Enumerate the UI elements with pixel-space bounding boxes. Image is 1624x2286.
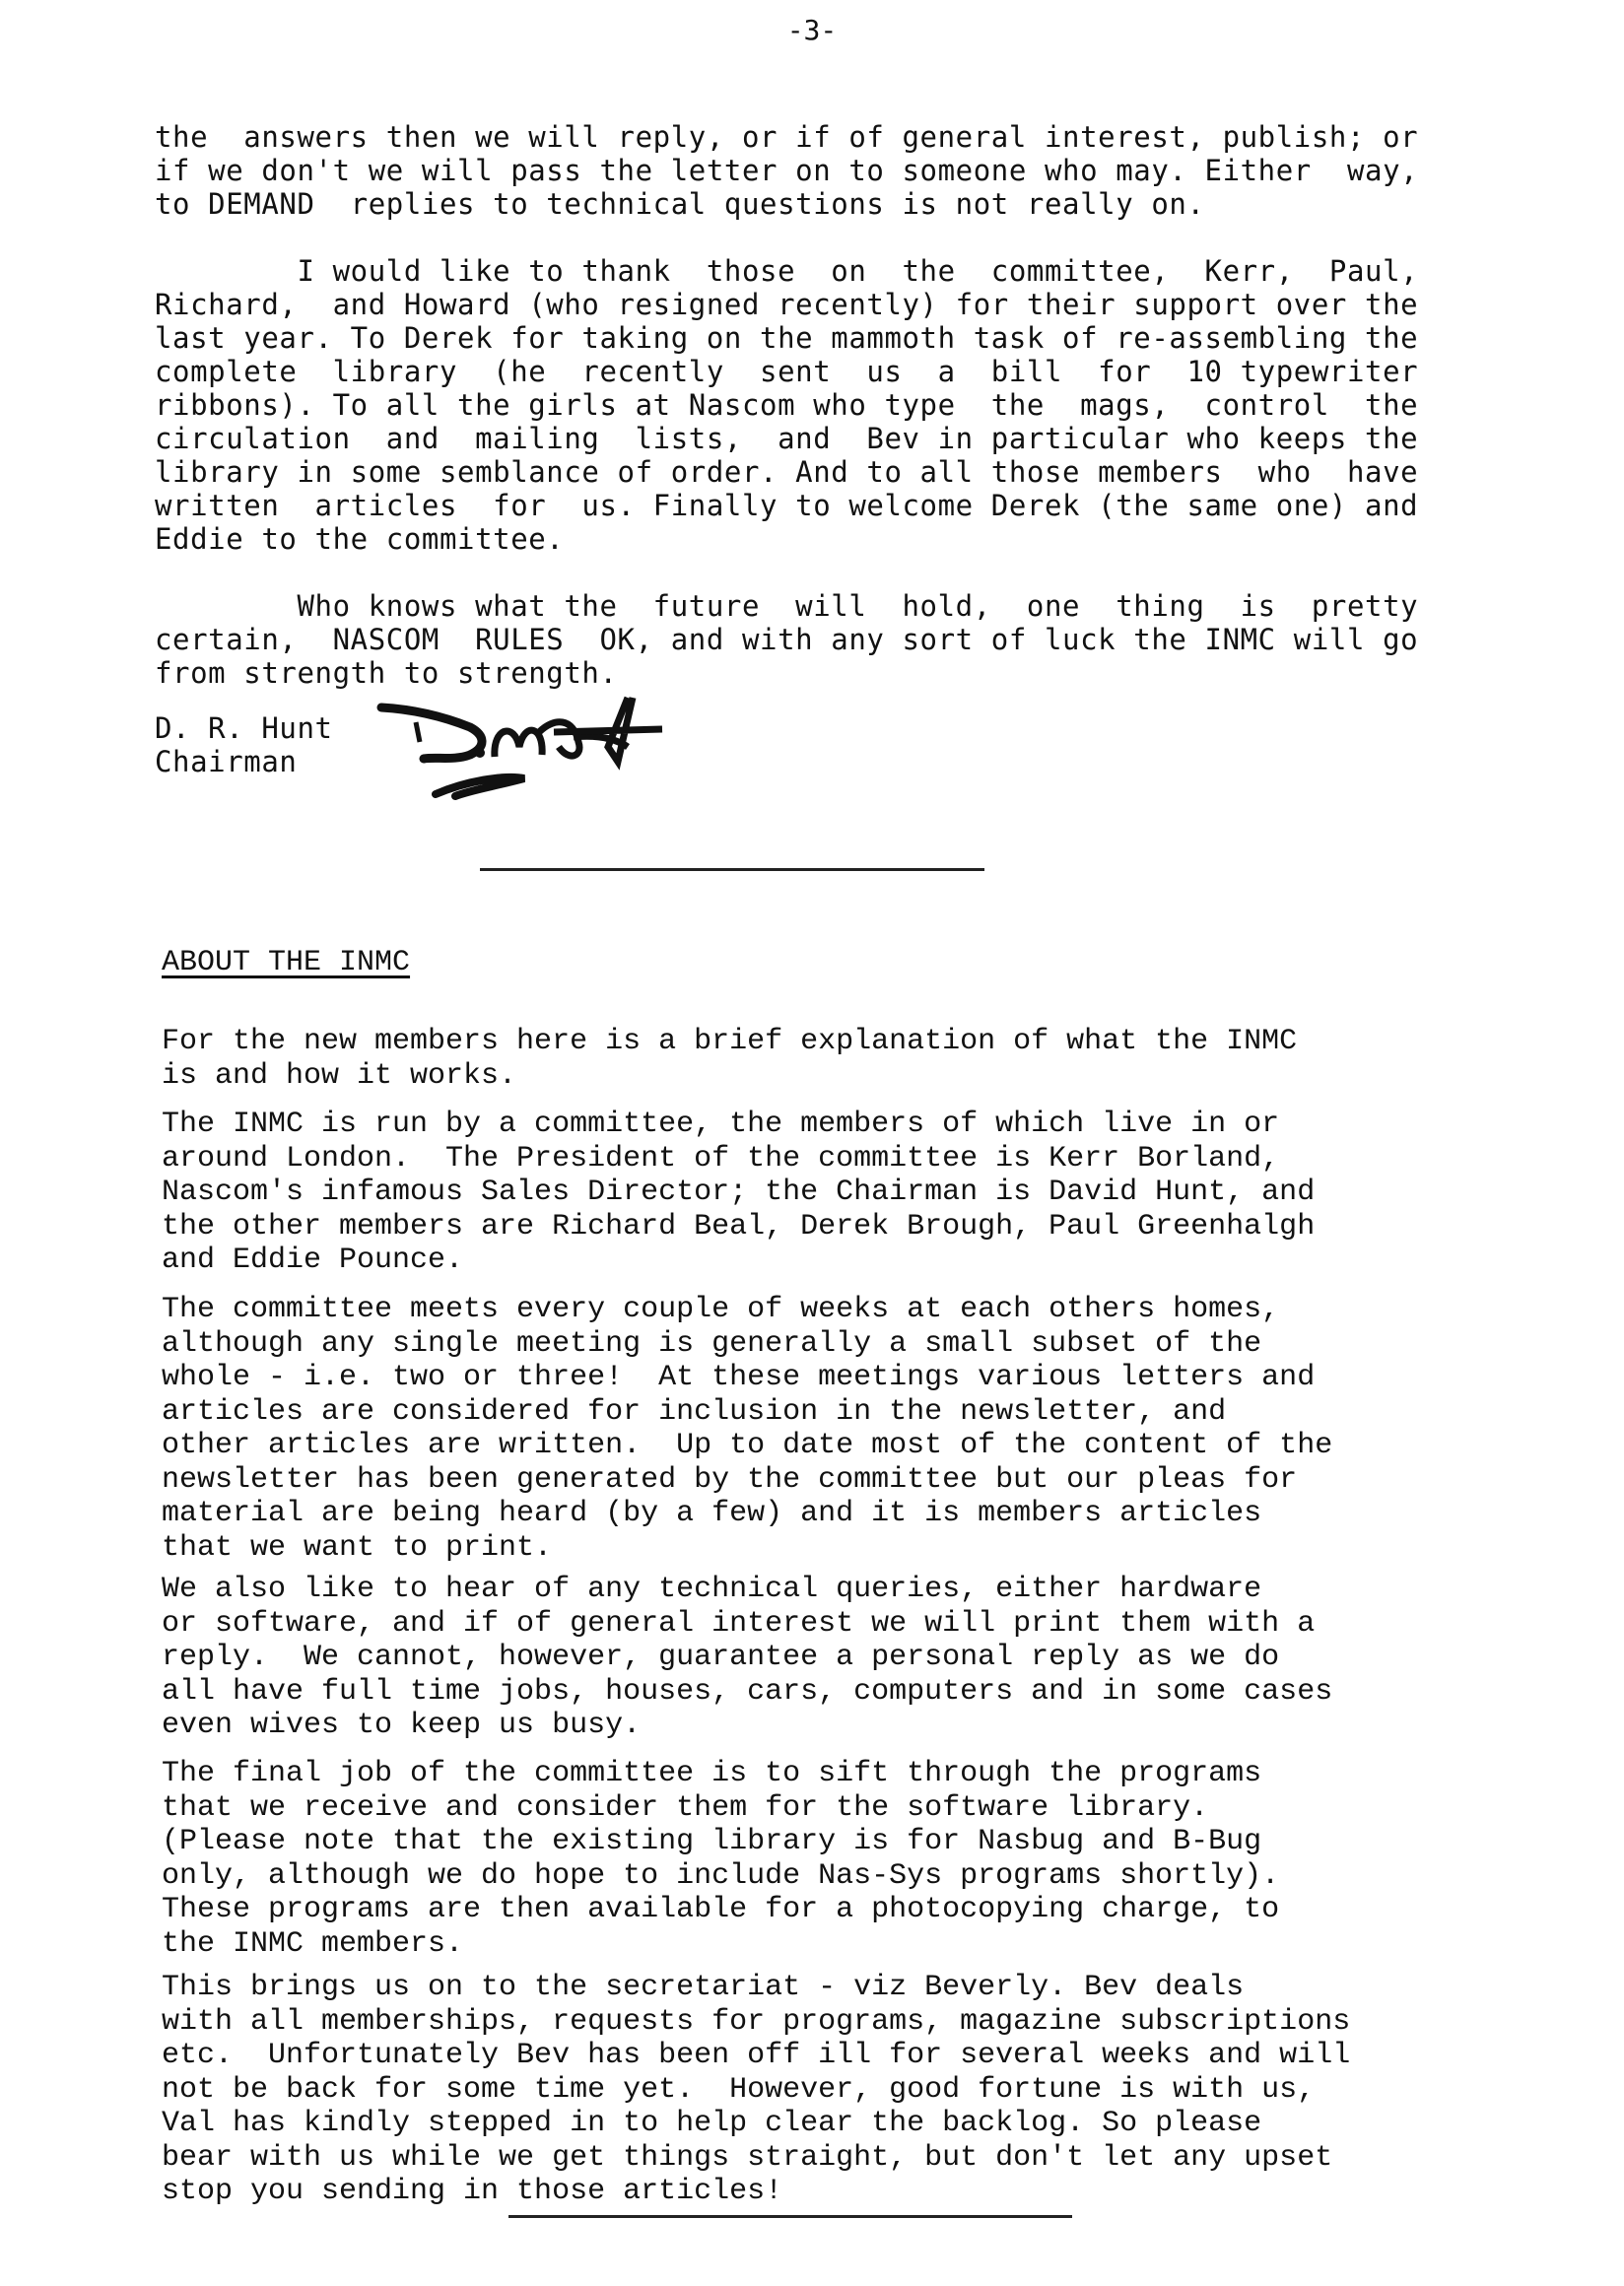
text-line: or software, and if of general interest we will print them with a — [162, 1606, 1316, 1641]
section-divider — [508, 2215, 1072, 2218]
text-line: stop you sending in those articles! — [162, 2175, 783, 2208]
text-line: I would like to thank those on the committee, Kerr, Paul, — [155, 254, 1419, 288]
handwritten-signature-icon — [376, 688, 879, 806]
about-paragraph-2 — [162, 1108, 1541, 1278]
text-line: other articles are written. Up to date most of the content of the — [162, 1429, 1333, 1462]
text-line: even wives to keep us busy. — [162, 1709, 642, 1742]
about-paragraph-5 — [162, 1757, 1541, 1961]
text-line: (Please note that the existing library is for Nasbug and B-Bug — [162, 1825, 1262, 1858]
text-line: ribbons). To all the girls at Nascom who type the mags, control the — [155, 388, 1419, 422]
text-line: to DEMAND replies to technical questions is not really on. — [155, 187, 1205, 221]
text-line: articles are considered for inclusion in the newsletter, and — [162, 1394, 1227, 1429]
text-line: only, although we do hope to include Nas-Sys programs shortly). — [162, 1858, 1280, 1893]
text-line: certain, NASCOM RULES OK, and with any sort of luck the INMC will go — [155, 623, 1419, 656]
text-line: the answers then we will reply, or if of general interest, publish; or — [155, 120, 1419, 154]
letter-paragraph-3 — [155, 589, 1593, 690]
text-line: These programs are then available for a photocopying charge, to — [162, 1893, 1280, 1926]
text-line: Val has kindly stepped in to help clear the backlog. So please — [162, 2107, 1262, 2140]
text-line: whole - i.e. two or three! At these meetings various letters and — [162, 1361, 1316, 1394]
text-line: Nascom's infamous Sales Director; the Chairman is David Hunt, and — [162, 1176, 1316, 1209]
text-line: written articles for us. Finally to welcome Derek (the same one) and — [155, 489, 1419, 522]
text-line: Who knows what the future will hold, one thing is pretty — [155, 589, 1419, 623]
text-line: all have full time jobs, houses, cars, computers and in some cases — [162, 1674, 1333, 1709]
signatory-name: D. R. Hunt — [155, 711, 333, 745]
about-paragraph-1 — [162, 1025, 1541, 1093]
text-line: The committee meets every couple of weeks at each others homes, — [162, 1293, 1280, 1326]
text-line: from strength to strength. — [155, 656, 618, 690]
text-line: Richard, and Howard (who resigned recently) for their support over the — [155, 288, 1419, 321]
text-line: the INMC members. — [162, 1926, 464, 1961]
text-line: This brings us on to the secretariat - viz Beverly. Bev deals — [162, 1971, 1245, 2004]
text-line: The INMC is run by a committee, the members of which live in or — [162, 1108, 1280, 1141]
letter-paragraph-1 — [155, 120, 1593, 221]
text-line: We also like to hear of any technical queries, either hardware — [162, 1573, 1262, 1606]
chairman-letter — [155, 120, 1593, 723]
about-paragraph-6 — [162, 1971, 1541, 2209]
text-line: is and how it works. — [162, 1058, 517, 1093]
about-paragraph-4 — [162, 1573, 1541, 1743]
section-heading: ABOUT THE INMC — [162, 946, 411, 979]
text-line: around London. The President of the committee is Kerr Borland, — [162, 1141, 1280, 1176]
about-paragraph-3 — [162, 1293, 1541, 1565]
text-line: and Eddie Pounce. — [162, 1244, 464, 1277]
text-line: library in some semblance of order. And to all those members who have — [155, 455, 1419, 489]
letter-paragraph-2 — [155, 254, 1593, 556]
page-number: -3- — [786, 14, 838, 46]
text-line: complete library (he recently sent us a bill for 10 typewriter — [155, 355, 1419, 388]
text-line: material are being heard (by a few) and it is members articles — [162, 1497, 1262, 1530]
signatory-block — [155, 711, 333, 778]
text-line: bear with us while we get things straight, but don't let any upset — [162, 2140, 1333, 2175]
text-line: For the new members here is a brief explanation of what the INMC — [162, 1025, 1298, 1058]
text-line: the other members are Richard Beal, Derek Brough, Paul Greenhalgh — [162, 1209, 1316, 1244]
text-line: etc. Unfortunately Bev has been off ill for several weeks and will — [162, 2039, 1351, 2072]
text-line: last year. To Derek for taking on the mammoth task of re-assembling the — [155, 321, 1419, 355]
text-line: that we receive and consider them for the software library. — [162, 1790, 1209, 1825]
text-line: Eddie to the committee. — [155, 522, 565, 556]
text-line: The final job of the committee is to sift through the programs — [162, 1757, 1262, 1790]
text-line: circulation and mailing lists, and Bev in particular who keeps the — [155, 422, 1419, 455]
text-line: although any single meeting is generally a small subset of the — [162, 1326, 1262, 1361]
text-line: that we want to print. — [162, 1530, 553, 1565]
section-divider — [480, 868, 984, 871]
text-line: if we don't we will pass the letter on to someone who may. Either way, — [155, 154, 1419, 187]
text-line: newsletter has been generated by the committee but our pleas for — [162, 1462, 1298, 1497]
text-line: not be back for some time yet. However, good fortune is with us, — [162, 2072, 1316, 2107]
text-line: reply. We cannot, however, guarantee a personal reply as we do — [162, 1641, 1280, 1674]
text-line: with all memberships, requests for programs, magazine subscriptions — [162, 2004, 1351, 2039]
signatory-title: Chairman — [155, 745, 298, 778]
